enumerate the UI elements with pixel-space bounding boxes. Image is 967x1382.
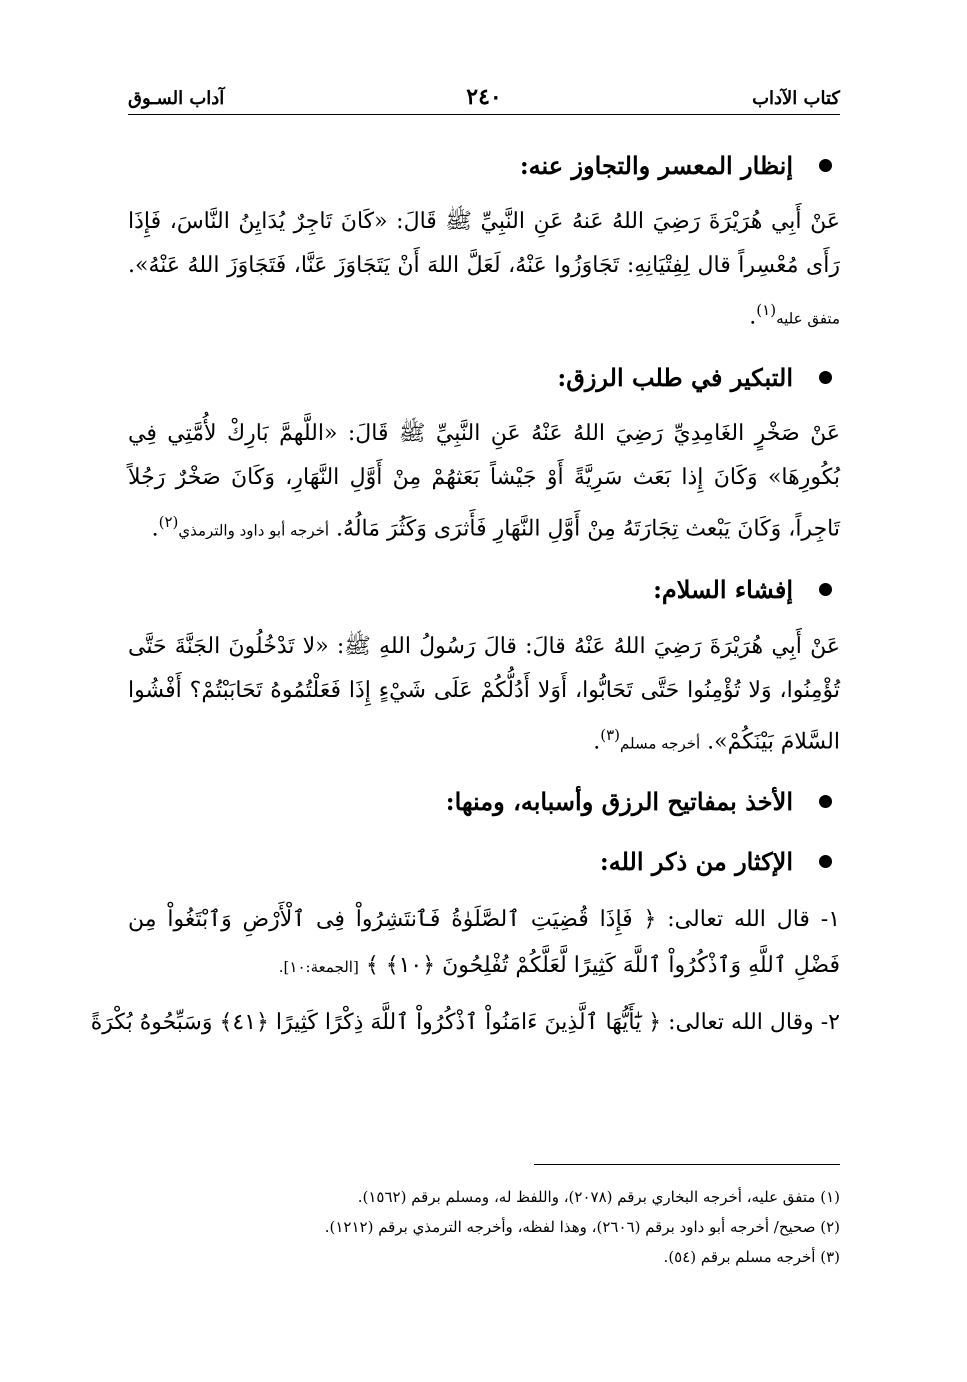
hadith-paragraph: عَنْ صَخْرٍ الغَامِدِيِّ رَضِيَ اللهُ عَنْهُ عَنِ النَّبِيِّ ﷺ قَالَ: «اللَّهمَّ بَارِكْ لأُمَّتِي فِي بُكُورِهَا» وَكَانَ إِذا بَعَث سَرِيَّةً أَوْ جَيْشاً بَعَثهُمْ مِنْ أَوَّلِ النَّهَارِ، وَكَانَ صَخْرٌ رَجُلاً تَاجِراً، وَكَانَ يَبْعث تِجَارَتَهُ مِنْ أَوَّلِ النَّهَارِ فَأَثرَى وَكَثُرَ مَالُهُ. أخرجه أبو داود والترمذي$^{(٢)}$.: [128, 421, 840, 542]
footnote-ref: (١): [756, 301, 777, 319]
header-divider: [128, 114, 840, 115]
hadith-source: أخرجه أبو داود والترمذي: [178, 521, 330, 540]
footnote: (٢) صحيح/ أخرجه أبو داود برقم (٢٦٠٦)، وهذا لفظه، وأخرجه الترمذي برقم (١٢١٢).: [324, 1218, 840, 1236]
bullet-icon: [819, 855, 832, 868]
verse-ayah: ﴿ فَإِذَا قُضِيَتِ ٱلصَّلَوٰةُ فَٱنتَشِرُواْ فِى ٱلْأَرْضِ وَٱبْتَغُواْ مِن فَضْلِ ٱللَّهِ وَٱذْكُرُواْ ٱللَّهَ كَثِيرًا لَّعَلَّكُمْ تُفْلِحُونَ ﴿١٠﴾ ﴾: [128, 906, 840, 978]
heading-text: التبكير في طلب الرزق:: [557, 362, 793, 392]
hadith-source: أخرجه مسلم: [620, 733, 701, 752]
verse-ayah: ﴿ يَٰٓأَيُّهَا ٱلَّذِينَ ءَامَنُواْ ٱذْكُرُواْ ٱللَّهَ ذِكْرًا كَثِيرًا ﴿٤١﴾ وَسَبِّحُوهُ بُكْرَةً: [90, 1009, 662, 1035]
heading-text: الأخذ بمفاتيح الرزق وأسبابه، ومنها:: [445, 787, 793, 817]
section-heading: [128, 565, 840, 615]
footnote-ref: (٣): [600, 725, 620, 744]
hadith-text: عَنْ أَبِي هُرَيْرَةَ رَضِيَ اللهُ عَنْهُ قالَ: قالَ رَسُولُ اللهِ ﷺ: «لا تَدْخُلُونَ الجَنَّةَ حَتَّى تُؤْمِنُوا، وَلا تُؤْمِنُوا حَتَّى تَحَابُّوا، أَوَلا أَدُلُّكُمْ عَلَى شَيْءٍ إِذَا فَعَلْتُمُوهُ تَحَابَبْتُمْ؟ أَفْشُوا السَّلامَ بَيْنَكُمْ».: [128, 633, 840, 754]
chapter-title: آداب السـوق: [128, 88, 225, 109]
footnote-ref: (٢): [158, 513, 179, 532]
section-heading: [128, 837, 840, 887]
heading-text: إنظار المعسر والتجاوز عنه:: [519, 150, 793, 180]
footnote: (١) متفق عليه، أخرجه البخاري برقم (٢٠٧٨)، واللفظ له، ومسلم برقم (١٥٦٢).: [357, 1188, 840, 1206]
footnotes: [128, 1182, 840, 1272]
page-header: [128, 82, 840, 112]
bullet-icon: [819, 795, 832, 808]
footnote: (٣) أخرجه مسلم برقم (٥٤).: [663, 1248, 840, 1266]
bullet-icon: [819, 159, 832, 172]
footnote-divider: [534, 1164, 840, 1165]
bullet-icon: [819, 583, 832, 596]
page-number: ٢٤٠: [466, 84, 502, 110]
hadith-text: عَنْ أَبِي هُرَيْرَةَ رَضِيَ اللهُ عَنهُ عَنِ النَّبِيِّ ﷺ قَالَ: «كَانَ تَاجِرٌ يُدَايِنُ النَّاسَ، فَإِذَا رَأَى مُعْسِراً قال لِفِتْيَانِهِ: تَجَاوَزُوا عَنْهُ، لَعَلَّ اللهَ أَنْ يَتَجَاوَزَ عَنَّا، فَتَجَاوَزَ اللهُ عَنْهُ».: [128, 209, 840, 278]
hadith-paragraph: عَنْ أَبِي هُرَيْرَةَ رَضِيَ اللهُ عَنهُ عَنِ النَّبِيِّ ﷺ قَالَ: «كَانَ تَاجِرٌ يُدَايِنُ النَّاسَ، فَإِذَا رَأَى مُعْسِراً قال لِفِتْيَانِهِ: تَجَاوَزُوا عَنْهُ، لَعَلَّ اللهَ أَنْ يَتَجَاوَزَ عَنَّا، فَتَجَاوَزَ اللهُ عَنْهُ». متفق عليه$^{(١)}$.: [128, 209, 840, 330]
verse-prefix: ١- قال الله تعالى:: [667, 906, 841, 932]
heading-text: إفشاء السلام:: [653, 575, 793, 605]
book-title: كتاب الآداب: [752, 88, 840, 109]
hadith-text: عَنْ صَخْرٍ الغَامِدِيِّ رَضِيَ اللهُ عَنْهُ عَنِ النَّبِيِّ ﷺ قَالَ: «اللَّهمَّ بَارِكْ لأُمَّتِي فِي بُكُورِهَا» وَكَانَ إِذا بَعَث سَرِيَّةً أَوْ جَيْشاً بَعَثهُمْ مِنْ أَوَّلِ النَّهَارِ، وَكَانَ صَخْرٌ رَجُلاً تَاجِراً، وَكَانَ يَبْعث تِجَارَتَهُ مِنْ أَوَّلِ النَّهَارِ فَأَثرَى وَكَثُرَ مَالُهُ.: [128, 421, 840, 542]
section-heading: [128, 140, 840, 190]
main-content: [90, 140, 841, 1056]
verse-paragraph: [90, 1000, 840, 1046]
section-heading: [128, 777, 840, 827]
verse-paragraph: [128, 897, 840, 990]
hadith-paragraph: عَنْ أَبِي هُرَيْرَةَ رَضِيَ اللهُ عَنْهُ قالَ: قالَ رَسُولُ اللهِ ﷺ: «لا تَدْخُلُونَ الجَنَّةَ حَتَّى تُؤْمِنُوا، وَلا تُؤْمِنُوا حَتَّى تَحَابُّوا، أَوَلا أَدُلُّكُمْ عَلَى شَيْءٍ إِذَا فَعَلْتُمُوهُ تَحَابَبْتُمْ؟ أَفْشُوا السَّلامَ بَيْنَكُمْ». أخرجه مسلم$^{(٣)}$.: [128, 633, 840, 754]
verse-reference: [الجمعة:١٠].: [278, 957, 359, 976]
section-heading: [128, 352, 840, 402]
verse-prefix: ٢- وقال الله تعالى:: [668, 1009, 840, 1035]
hadith-source: متفق عليه: [776, 309, 840, 328]
heading-text: الإكثار من ذكر الله:: [599, 847, 793, 877]
bullet-icon: [819, 371, 832, 384]
